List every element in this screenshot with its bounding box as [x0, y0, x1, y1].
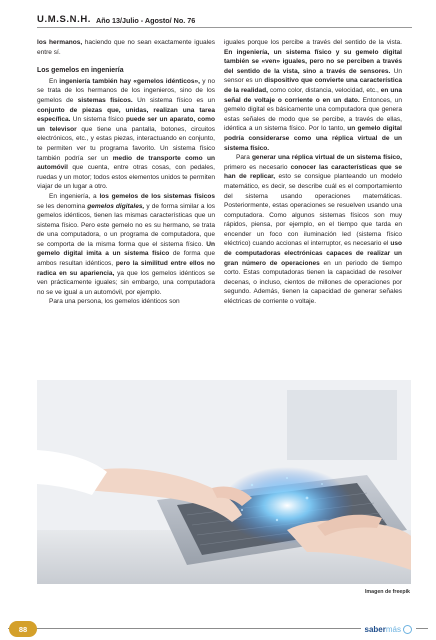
issue-info: Año 13/Julio - Agosto/ No. 76: [96, 16, 196, 25]
sabermas-logo: [361, 622, 416, 636]
bold-run: Un gemelo digital imita a un sistema físico: [37, 240, 215, 258]
bold-run: puede ser un aparato, como un televisor: [37, 116, 215, 133]
paragraph: [224, 153, 402, 307]
text-run: Entonces, un gemelo digital es básicamente una computadora que genera estas señales de modo que se percibe, a través de ellas, idéntica a un sistema físico. Por lo tanto,: [224, 96, 402, 133]
logo-word-mas: más: [385, 624, 401, 634]
bold-run: medio de transporte como un automóvil: [37, 154, 215, 172]
bold-run: ingeniería también hay «gemelos idénticos»,: [59, 77, 200, 85]
text-run: primero es necesario: [224, 163, 291, 171]
text-run: ya que los gemelos idénticos se ven prácticamente iguales; sin embargo, una computadora no se ve igual a un automóvil, por ejemplo.: [37, 269, 215, 296]
bold-run: un gemelo digital podría considerarse como una réplica virtual de un sistema físico.: [224, 125, 402, 152]
paragraph: [37, 192, 215, 298]
bold-run: En ingeniería, un sistema físico y su gemelo digital también se «ven» iguales, pero no se perciben a través del sentido de la vista, sino a través de sensores.: [224, 48, 402, 75]
image-credit: Imagen de freepik: [364, 589, 410, 595]
section-heading: Los gemelos en ingeniería: [37, 67, 124, 75]
text-run: que cuenta, entre otras cosas, con pedales, ruedas y un motor; todos estos elementos unidos te permiten viajar de un lugar a otro.: [37, 164, 215, 191]
text-run: como color, distancia, velocidad, etc.,: [267, 86, 381, 94]
text-run: en un periodo de tiempo corto. Estas computadoras tienen la capacidad de resolver decenas, o incluso, cientos de millones de operaciones por segundo. Además, tienen la capacidad de generar señales eléctricas de corriente o voltaje.: [224, 259, 402, 306]
bold-run: pero la similitud entre ellos no radica en su apariencia,: [37, 260, 215, 277]
text-run: En: [49, 77, 60, 85]
journal-brand: U.M.S.N.H.: [37, 14, 92, 25]
laptop-photo: [37, 380, 411, 584]
header-divider: [37, 27, 412, 28]
running-header: [37, 9, 412, 25]
bold-run: gemelos digitales,: [87, 202, 145, 210]
bold-run: en una señal de voltaje o corriente o en un dato.: [224, 86, 402, 104]
text-run: de forma que ambos resultan idénticos,: [37, 250, 215, 268]
bold-run: uso de computadoras electrónicas capaces de realizar un gran número de operaciones: [224, 240, 402, 267]
intro-bold: los hermanos,: [37, 39, 83, 46]
text-run: Un sensor es un: [224, 67, 402, 85]
bold-run: sistemas físicos.: [77, 96, 133, 104]
text-run: se les denomina: [37, 202, 88, 210]
right-column: [224, 38, 402, 307]
text-run: que tiene una pantalla, botones, circuitos electrónicos, etc., y estas piezas, interactuando en conjunto, te permiten ver tu programa favorito. Un sistema físico también podría ser un: [37, 125, 215, 162]
text-run: y no se trata de los hermanos de los ingenieros, sino de los gemelos de: [37, 77, 216, 104]
bold-run: dispositivo que convierte una característica de la realidad,: [224, 77, 402, 94]
paragraph: [37, 77, 215, 192]
text-run: y de forma similar a los gemelos idénticos, tienen las mismas características que un sistema físico. Pero este gemelo no es su hermano, se trata de una computadora, o un programa de computadora, que se comporta de la misma forma que el sistema físico.: [37, 202, 215, 248]
paragraph: Para una persona, los gemelos idénticos son: [49, 298, 180, 306]
text-run: esto se consigue planteando un modelo matemático, es decir, se describe cuál es el comportamiento del sistema usando operaciones matemáticas. Posteriormente, estas operaciones se resuelven usando una computadora. Como algunos sistemas físicos son muy rápidos, piensa, por ejemplo, en el tiempo que tarda en encender un foco con iluminación led (sistema físico eléctrico) cuando accionas el interruptor, es necesario el: [224, 173, 402, 248]
page-number: 88: [9, 621, 37, 637]
text-run: Para: [236, 154, 252, 162]
logo-ring-icon: [403, 625, 412, 634]
laptop-illustration: [37, 380, 411, 584]
text-run: Un sistema físico es un: [132, 96, 216, 104]
bold-run: conocer las características que se han de replicar,: [224, 163, 402, 181]
text-run: En ingeniería, a: [49, 192, 100, 200]
text-run: iguales porque los percibe a través del sentido de la vista.: [224, 39, 402, 46]
text-run: Un sistema físico: [70, 116, 126, 124]
left-column: [37, 38, 215, 307]
bold-run: los gemelos de los sistemas físicos: [99, 192, 215, 200]
bold-run: generar una réplica virtual de un sistema físico,: [251, 154, 402, 162]
page-footer: [0, 612, 436, 640]
intro-rest: haciendo que no sean exactamente iguales entre sí.: [37, 39, 215, 56]
logo-word-saber: saber: [364, 624, 386, 634]
paragraph: [224, 38, 402, 153]
bold-run: conjunto de piezas que, unidas, realizan una tarea específica.: [37, 106, 215, 124]
intro-paragraph: [37, 38, 215, 57]
